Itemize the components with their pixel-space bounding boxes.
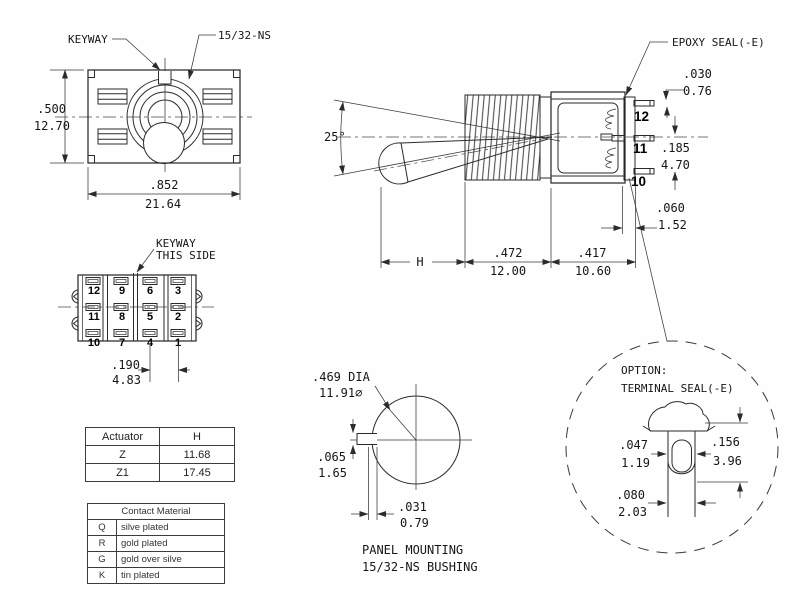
dim-width-in: .852 — [149, 178, 179, 192]
dim-terminal-width-in: .080 — [616, 488, 645, 502]
contact-material-header: Contact Material — [88, 504, 225, 520]
table-row: K tin plated — [88, 568, 225, 584]
svg-text:10: 10 — [87, 337, 101, 349]
switch-body — [551, 92, 625, 183]
svg-text:8: 8 — [118, 311, 126, 323]
toggle-ball — [144, 123, 185, 164]
terminal-number-10: 10 — [631, 174, 647, 189]
dim-seal-length-in: .156 — [711, 435, 740, 449]
dim-wall-in: .047 — [619, 438, 648, 452]
dim-terminal-width-mm: 2.03 — [618, 505, 647, 519]
table-row — [86, 428, 235, 446]
bottom-view — [58, 237, 216, 387]
option-label-line2: TERMINAL SEAL(-E) — [621, 382, 734, 395]
panel-mount-view — [312, 370, 478, 574]
epoxy-leader — [626, 42, 668, 95]
option-label-line1: OPTION: — [621, 364, 668, 377]
keyway-label: KEYWAY — [68, 33, 108, 46]
front-view — [34, 29, 271, 211]
dim-actuator-height: H — [416, 255, 424, 269]
dim-seal-length-mm: 3.96 — [713, 454, 742, 468]
keyway-note-line2: THIS SIDE — [156, 249, 216, 262]
dim-key-height-mm: 1.65 — [318, 466, 347, 480]
dim-pin-pitch-mm: 4.70 — [661, 158, 690, 172]
dim-terminal-pitch-in: .190 — [111, 358, 140, 372]
table-row: G gold over silve — [88, 552, 225, 568]
dim-panel-dia-mm: 11.91∅ — [319, 386, 363, 400]
panel-caption-line2: 15/32-NS BUSHING — [362, 560, 478, 574]
dim-key-width-in: .031 — [398, 500, 427, 514]
panel-caption-line1: PANEL MOUNTING — [362, 543, 464, 557]
terminal-number-11: 11 — [633, 141, 648, 156]
terminal-grid-numbers — [88, 285, 181, 349]
dim-seal-thickness-in: .060 — [656, 201, 685, 215]
dim-panel-dia-in: .469 DIA — [312, 370, 370, 384]
actuator-table — [85, 427, 235, 482]
dim-height-in: .500 — [37, 102, 66, 116]
thread-leader — [189, 35, 216, 79]
dim-body-length-in: .417 — [577, 246, 607, 260]
table-row: Q silve plated — [88, 520, 225, 536]
dim-body-length-mm: 10.60 — [574, 264, 612, 278]
dim-angle: 25° — [324, 130, 346, 144]
epoxy-seal-label: EPOXY SEAL(-E) — [672, 36, 765, 49]
svg-text:2: 2 — [174, 311, 182, 323]
dim-key-width-mm: 0.79 — [400, 516, 429, 530]
seal-blob — [649, 402, 710, 431]
dim-key-height-in: .065 — [317, 450, 346, 464]
actuator-header: Actuator — [86, 428, 160, 446]
svg-text:6: 6 — [146, 285, 154, 297]
svg-text:1: 1 — [174, 337, 182, 349]
dim-pin-thickness-in: .030 — [683, 67, 712, 81]
table-row: Z1 17.45 — [86, 464, 235, 482]
table-row: R gold plated — [88, 536, 225, 552]
terminal-seal-detail — [566, 341, 778, 553]
svg-text:4: 4 — [146, 337, 154, 349]
terminal-number-12: 12 — [634, 109, 650, 124]
dim-height-mm: 12.70 — [33, 119, 70, 133]
svg-text:7: 7 — [118, 337, 126, 349]
keyway-leader — [112, 39, 160, 70]
svg-text:9: 9 — [118, 285, 126, 297]
dim-bushing-length-in: .472 — [493, 246, 523, 260]
keyway-note-leader — [137, 249, 154, 272]
dim-terminal-pitch-mm: 4.83 — [112, 373, 141, 387]
bushing — [465, 95, 551, 180]
svg-text:11: 11 — [88, 311, 100, 323]
dim-wall-mm: 1.19 — [621, 456, 650, 470]
dim-pin-thickness-mm: 0.76 — [683, 84, 712, 98]
h-header: H — [160, 428, 235, 446]
keyway-note-line1: KEYWAY — [156, 237, 196, 250]
table-row — [88, 504, 225, 520]
side-view — [324, 36, 765, 341]
dim-bushing-length-mm: 12.00 — [489, 264, 527, 278]
table-row: Z 11.68 — [86, 446, 235, 464]
svg-text:3: 3 — [174, 285, 182, 297]
dim-seal-thickness-mm: 1.52 — [658, 218, 687, 232]
dim-pin-pitch-in: .185 — [661, 141, 690, 155]
svg-text:12: 12 — [87, 285, 101, 297]
thread-label: 15/32-NS — [218, 29, 271, 42]
dim-width-mm: 21.64 — [144, 197, 182, 211]
contact-material-table — [87, 503, 225, 584]
terminal-hole — [672, 440, 692, 472]
svg-text:5: 5 — [146, 311, 154, 323]
